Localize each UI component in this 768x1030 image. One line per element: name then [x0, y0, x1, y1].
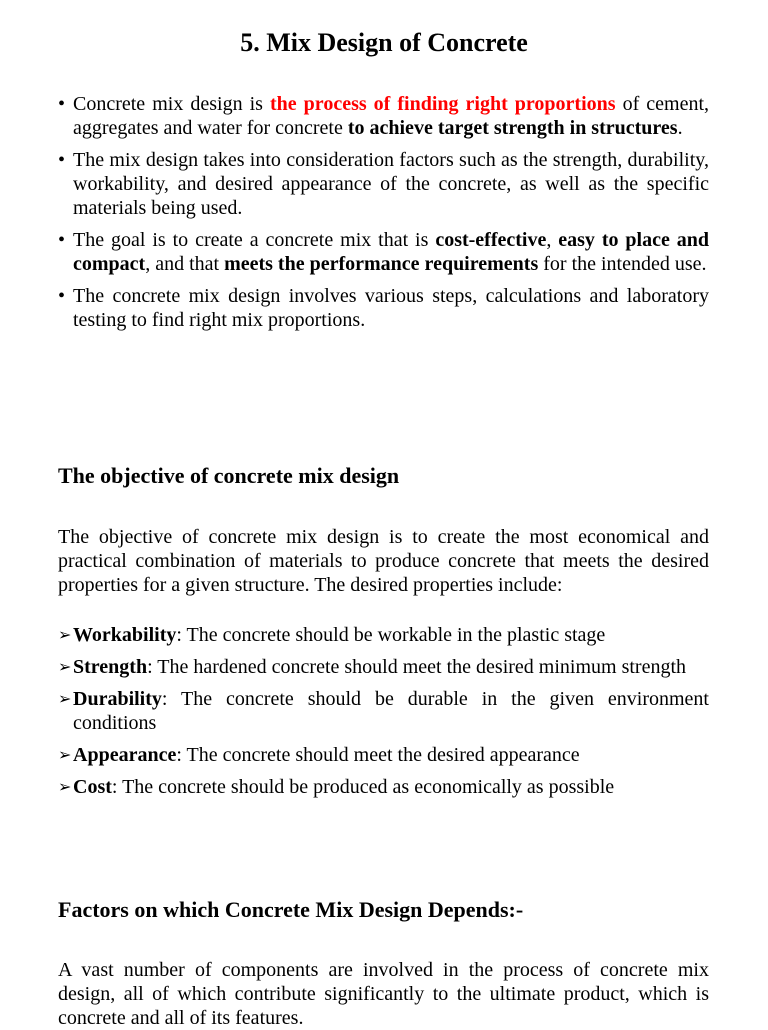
text-run: The mix design takes into consideration factors such as the strength, durability, workability, and desired appearance of the concrete, as well as the specific materials being used.	[73, 149, 709, 219]
property-description: : The concrete should be workable in the plastic stage	[176, 624, 606, 646]
arrow-bullet-icon: ➢	[58, 625, 72, 644]
property-term: Appearance	[73, 744, 177, 766]
bullet-text	[73, 229, 709, 275]
property-term: Cost	[73, 776, 112, 798]
bullet-icon: •	[58, 285, 66, 307]
property-item	[58, 655, 709, 679]
text-run: .	[677, 117, 683, 139]
factors-heading: Factors on which Concrete Mix Design Depends:-	[58, 897, 524, 922]
property-description: : The concrete should be durable in the given environment conditions	[73, 688, 709, 734]
bullet-text	[73, 93, 709, 139]
arrow-bullet-icon: ➢	[58, 657, 72, 676]
text-run: The concrete mix design involves various steps, calculations and laboratory testing to find right mix proportions.	[73, 285, 709, 331]
property-item	[58, 743, 709, 767]
arrow-bullet-icon: ➢	[58, 777, 72, 796]
property-description: : The concrete should be produced as economically as possible	[111, 776, 615, 798]
bold-text: easy to place and compact	[73, 229, 710, 275]
text-run: for the intended use.	[538, 253, 707, 275]
text-run: The goal is to create a concrete mix that is	[73, 229, 436, 251]
property-description: : The hardened concrete should meet the desired minimum strength	[147, 656, 687, 678]
bullet-text	[73, 149, 709, 219]
properties-list	[58, 623, 709, 807]
arrow-bullet-icon: ➢	[58, 745, 72, 764]
objective-paragraph: The objective of concrete mix design is to create the most economical and practical combination of materials to produce concrete that meets the desired properties for a given structure. The desired properties include:	[58, 526, 709, 596]
property-term: Workability	[73, 624, 177, 646]
property-item	[58, 775, 709, 799]
property-item	[58, 623, 709, 647]
bullet-text	[73, 285, 709, 331]
factors-paragraph: A vast number of components are involved in the process of concrete mix design, all of which contribute significantly to the ultimate product, which is concrete and all of its features.	[58, 959, 709, 1029]
bullet-icon: •	[58, 93, 66, 115]
bold-text: to achieve target strength in structures	[347, 117, 678, 139]
bold-text: cost-effective	[435, 229, 547, 251]
page-title: 5. Mix Design of Concrete	[240, 28, 528, 57]
property-item	[58, 687, 709, 735]
property-term: Strength	[73, 656, 148, 678]
bullet-item	[58, 92, 709, 140]
text-run: of cement, aggregates and water for concrete	[73, 93, 710, 139]
bullet-item	[58, 228, 709, 276]
bullet-item	[58, 284, 709, 332]
bullet-icon: •	[58, 149, 66, 171]
property-description: : The concrete should meet the desired appearance	[176, 744, 580, 766]
property-term: Durability	[73, 688, 162, 710]
objective-heading: The objective of concrete mix design	[58, 463, 400, 488]
arrow-bullet-icon: ➢	[58, 689, 72, 708]
text-run: , and that	[145, 253, 225, 275]
highlighted-text: the process of finding right proportions	[269, 93, 616, 115]
bold-text: meets the performance requirements	[224, 253, 539, 275]
text-run: Concrete mix design is	[73, 93, 270, 115]
intro-bullet-list	[58, 92, 709, 340]
text-run: ,	[546, 229, 559, 251]
bullet-item	[58, 148, 709, 220]
bullet-icon: •	[58, 229, 66, 251]
